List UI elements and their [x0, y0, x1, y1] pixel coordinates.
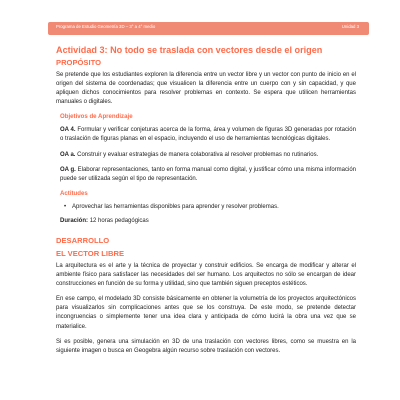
- desarrollo-paragraph: Si es posible, genera una simulación en 3D de una traslación con vectores libres, como se muestra en la siguiente imagen o busca en Geogebra algún recurso sobre traslación con vectores.: [56, 338, 356, 354]
- objective-oaa: [60, 151, 356, 160]
- objective-oa4: [60, 126, 356, 144]
- actitud-item: [64, 203, 356, 212]
- document-body: [56, 45, 356, 362]
- desarrollo-heading: DESARROLLO: [56, 235, 110, 245]
- proposito-heading: PROPÓSITO: [56, 58, 102, 67]
- objective-code: OA a.: [60, 151, 76, 158]
- activity-title: Actividad 3: No todo se traslada con vectores desde el origen: [56, 45, 323, 55]
- unit-label: Unidad 3: [341, 24, 359, 29]
- desarrollo-paragraph: En ese campo, el modelado 3D consiste básicamente en obtener la volumetría de los proyectos arquitectónicos para visualizarlos sin complicaciones antes que se los construya. De este modo, se pretende detectar incongruencias o simplemente tener una idea clara y anticipada de cómo lucirá la obra una vez que se materialice.: [56, 296, 356, 330]
- duracion-value: 12 horas pedagógicas: [89, 217, 149, 224]
- actitud-text: Aprovechar las herramientas disponibles para aprender y resolver problemas.: [72, 203, 279, 210]
- objective-oag: [60, 166, 356, 184]
- objective-code: OA g.: [60, 166, 76, 173]
- objective-text: Formular y verificar conjeturas acerca de la forma, área y volumen de figuras 3D generadas por rotación o traslación de figuras planas en el espacio, incluyendo el uso de herramientas tecnológicas digitales.: [60, 127, 356, 143]
- bullet-icon: •: [64, 203, 67, 210]
- desarrollo-paragraph: La arquitectura es el arte y la técnica de proyectar y construir edificios. Se encarga de modificar y alterar el ambiente físico para satisfacer las necesidades del ser humano. Los arquitectos no sólo se encargan de idear construcciones en función de su forma y utilidad, sino que también siguen preceptos estéticos.: [56, 262, 356, 288]
- objective-text: Construir y evaluar estrategias de manera colaborativa al resolver problemas no rutinarios.: [77, 151, 319, 158]
- duracion-label: Duración:: [60, 217, 89, 224]
- vector-libre-heading: EL VECTOR LIBRE: [56, 248, 125, 258]
- duracion-line: [60, 217, 356, 226]
- actitudes-heading: Actitudes: [60, 189, 88, 197]
- program-title: Programa de Estudio Geometría 3D – 3° a 4° medio: [56, 24, 156, 29]
- objective-code: OA 4.: [60, 127, 76, 134]
- page-header-bar: [48, 22, 369, 35]
- objetivos-heading: Objetivos de Aprendizaje: [60, 113, 133, 121]
- objective-text: Elaborar representaciones, tanto en forma manual como digital, y justificar cómo una misma información puede ser utilizada según el tipo de representación.: [60, 166, 357, 182]
- proposito-text: Se pretende que los estudiantes exploren la diferencia entre un vector libre y un vector con punto de inicio en el origen del sistema de coordenadas; que visualicen la diferencia entre un cuerpo con y sin capacidad, y que apliquen dichos conocimientos para resolver problemas en contexto. Se espera que utilicen herramientas manuales o digitales.: [56, 72, 356, 106]
